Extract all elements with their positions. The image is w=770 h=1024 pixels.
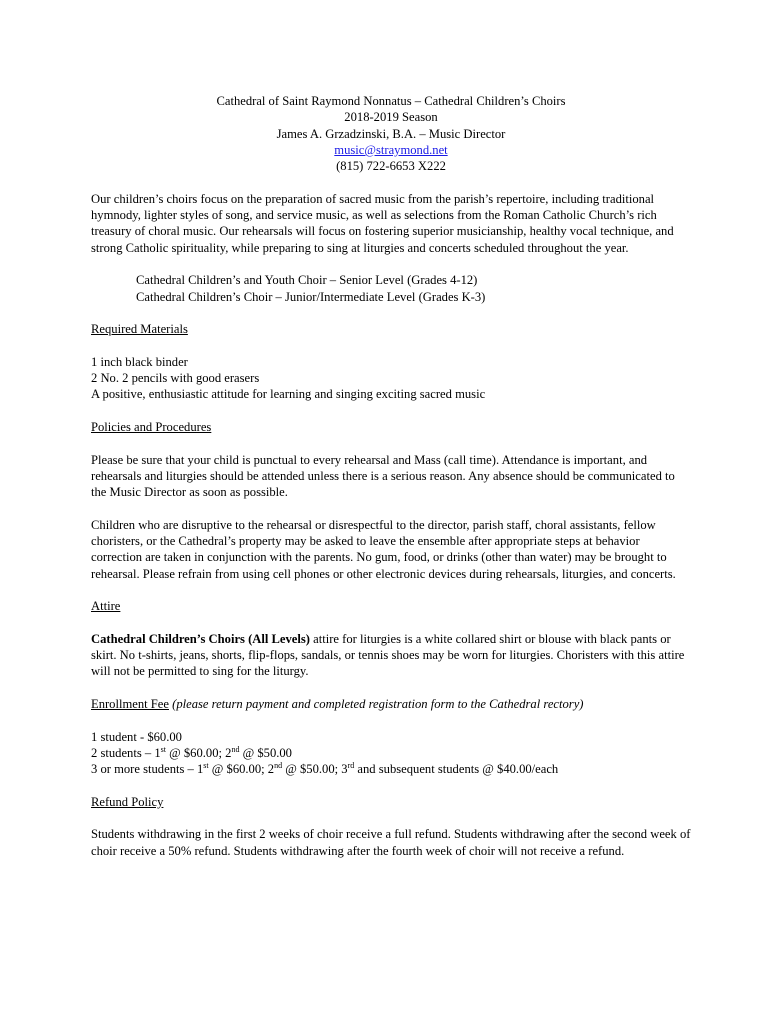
choir-senior: Cathedral Children’s and Youth Choir – Senior Level (Grades 4-12) [136, 273, 478, 288]
attire-heading: Attire [91, 599, 121, 614]
materials-heading: Required Materials [91, 322, 188, 337]
materials-item: 2 No. 2 pencils with good erasers [91, 371, 260, 386]
email-link[interactable]: music@straymond.net [334, 142, 448, 157]
refund-paragraph: Students withdrawing in the first 2 weeks of choir receive a full refund. Students withdrawing after the second week of choir receive a 50% refund. Students withdrawing after the fourth week of choir will not receive a refund. [91, 827, 691, 858]
fee-line-1: 1 student - $60.00 [91, 729, 182, 744]
document-body [91, 93, 691, 859]
fee-heading-line [91, 696, 691, 712]
fee-heading: Enrollment Fee [91, 696, 169, 711]
header-director: James A. Grzadzinski, B.A. – Music Director [276, 126, 506, 141]
attire-text: attire for liturgies is a white collared shirt or blouse with black pants or skirt. No t-shirts, jeans, shorts, flip-flops, sandals, or tennis shoes may be worn for liturgies. Choristers with this attire will not be permitted to sing for the liturgy. [91, 631, 685, 679]
letterhead [91, 93, 691, 174]
fee-note: (please return payment and completed registration form to the Cathedral rectory) [169, 696, 584, 711]
attire-lead: Cathedral Children’s Choirs (All Levels) [91, 631, 310, 646]
refund-heading: Refund Policy [91, 794, 164, 809]
header-title: Cathedral of Saint Raymond Nonnatus – Cathedral Children’s Choirs [216, 94, 566, 108]
choir-junior: Cathedral Children’s Choir – Junior/Intermediate Level (Grades K-3) [136, 289, 486, 304]
intro-paragraph: Our children’s choirs focus on the preparation of sacred music from the parish’s repertoire, including traditional hymnody, lighter styles of song, and service music, as well as selections from the Roman Catholic Church’s rich treasury of choral music. Our rehearsals will focus on fostering superior musicianship, healthy vocal technique, and strong Catholic spirituality, while preparing to sing at liturgies and concerts scheduled throughout the year. [91, 191, 674, 255]
policies-paragraph-1: Please be sure that your child is punctual to every rehearsal and Mass (call time). Attendance is important, and rehearsals and liturgies should be attended unless there is a serious reason. Any absence should be communicated to the Music Director as soon as possible. [91, 452, 675, 500]
materials-item: A positive, enthusiastic attitude for learning and singing exciting sacred music [91, 387, 486, 402]
header-phone: (815) 722-6653 X222 [336, 159, 446, 174]
fee-line-3: 3 or more students – 1st @ $60.00; 2nd @ $50.00; 3rd and subsequent students @ $40.00/each [91, 760, 559, 777]
materials-list [91, 354, 691, 403]
fee-line-2: 2 students – 1st @ $60.00; 2nd @ $50.00 [91, 744, 292, 760]
choir-list [91, 272, 691, 305]
policies-paragraph-2: Children who are disruptive to the rehearsal or disrespectful to the director, parish staff, choral assistants, fellow choristers, or the Cathedral’s property may be asked to leave the ensemble after appropriate steps at behavior correction are taken in conjunction with the parents. No gum, food, or drinks (other than water) may be brought to rehearsal. Please refrain from using cell phones or other electronic devices during rehearsals, liturgies, and concerts. [91, 517, 676, 581]
materials-item: 1 inch black binder [91, 354, 188, 369]
header-season: 2018-2019 Season [344, 110, 438, 125]
attire-paragraph [91, 631, 691, 680]
policies-heading: Policies and Procedures [91, 419, 212, 434]
